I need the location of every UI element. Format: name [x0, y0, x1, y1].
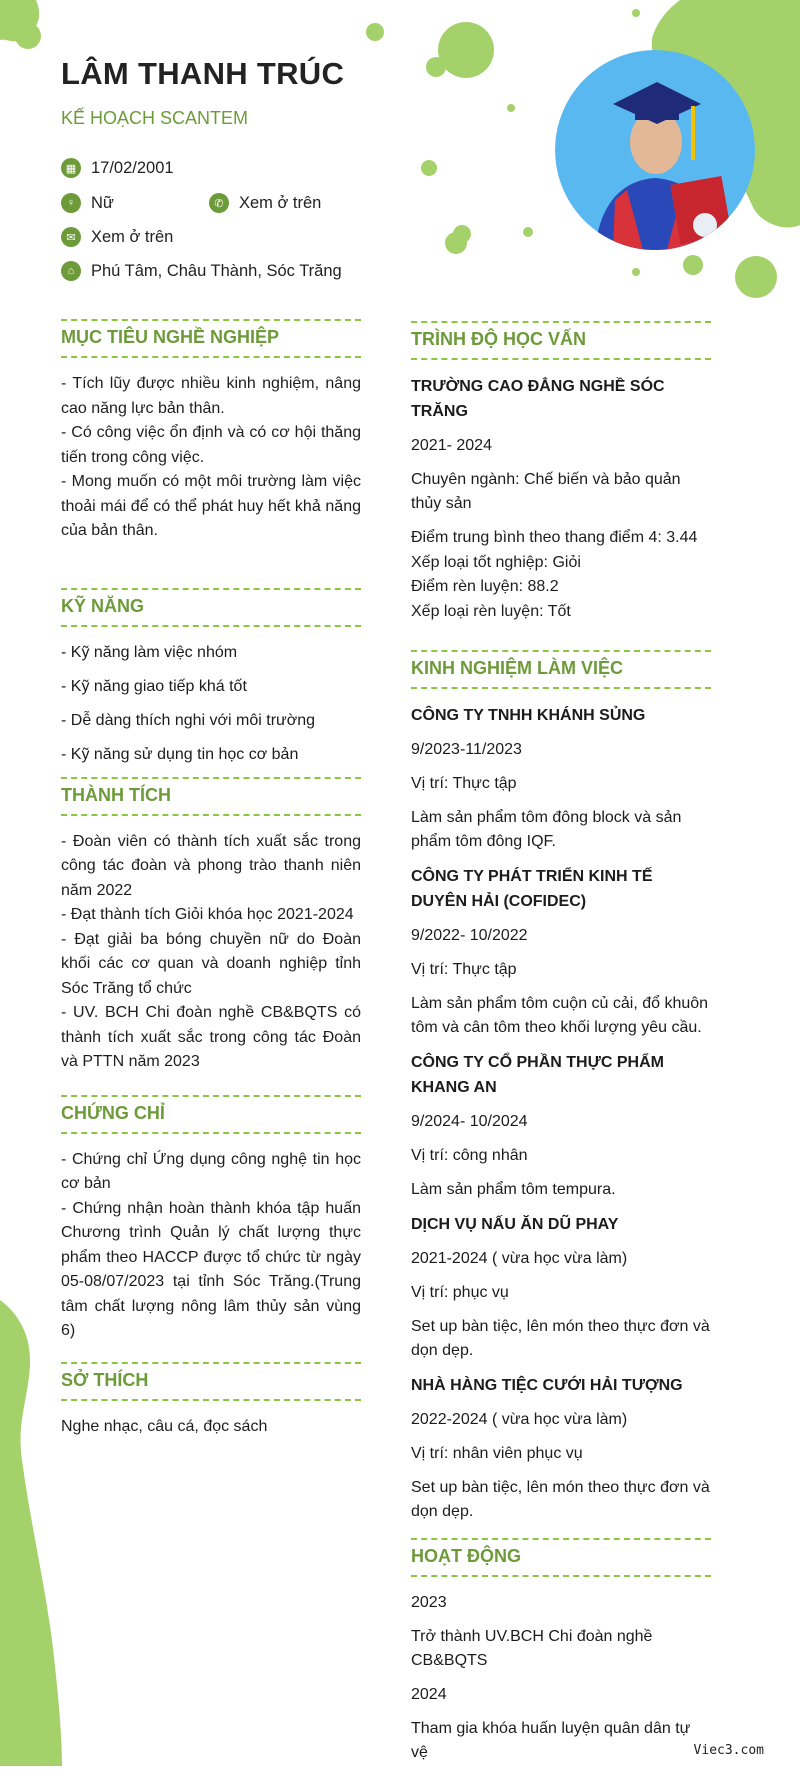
school-name: TRƯỜNG CAO ĐẲNG NGHỀ SÓC TRĂNG	[411, 378, 665, 420]
education-major: Chuyên ngành: Chế biến và bảo quản thủy sản	[411, 471, 681, 512]
job-description: Set up bàn tiệc, lên món theo thực đơn và dọn dẹp.	[411, 1318, 710, 1359]
job-period: 2022-2024 ( vừa học vừa làm)	[411, 1411, 628, 1428]
section-title: THÀNH TÍCH	[61, 777, 361, 816]
education-section	[411, 321, 711, 624]
job-entry	[411, 1050, 711, 1202]
education-detail: Điểm trung bình theo thang điểm 4: 3.44	[411, 529, 698, 546]
activity-text: Trở thành UV.BCH Chi đoàn nghề CB&BQTS	[411, 1628, 653, 1669]
hobbies-section	[61, 1362, 361, 1440]
section-title: TRÌNH ĐỘ HỌC VẤN	[411, 321, 711, 360]
activity-text: Tham gia khóa huấn luyện quân dân tự vệ	[411, 1720, 691, 1761]
job-entry	[411, 864, 711, 1040]
skill-item: - Kỹ năng làm việc nhóm	[61, 643, 238, 661]
certificate-line: - Chứng nhận hoàn thành khóa tập huấn Chương trình Quản lý chất lượng thực phẩm theo HACCP được tổ chức từ ngày 05-08/07/2023 tại tỉnh Sóc Trăng.(Trung tâm chất lượng nông lâm thủy sản vùng 6)	[61, 1199, 361, 1339]
job-description: Làm sản phẩm tôm đông block và sản phẩm tôm đông IQF.	[411, 809, 682, 850]
section-title: KỸ NĂNG	[61, 588, 361, 627]
left-column	[61, 319, 361, 1439]
job-entry	[411, 703, 711, 854]
job-period: 9/2022- 10/2022	[411, 927, 528, 944]
phone-icon: ✆	[209, 193, 229, 213]
job-entry	[411, 1373, 711, 1524]
calendar-icon: ▦	[61, 158, 81, 178]
education-detail: Xếp loại rèn luyện: Tốt	[411, 602, 571, 620]
job-position: Vị trí: Thực tập	[411, 961, 517, 978]
activity-year: 2024	[411, 1686, 447, 1703]
section-title: CHỨNG CHỈ	[61, 1095, 361, 1134]
birthdate: 17/02/2001	[91, 158, 174, 177]
activity-year: 2023	[411, 1594, 447, 1611]
right-column	[411, 321, 711, 1775]
job-period: 9/2023-11/2023	[411, 741, 522, 758]
job-position: Vị trí: nhân viên phục vụ	[411, 1445, 583, 1462]
address-row	[61, 261, 342, 281]
subtitle: KẾ HOẠCH SCANTEM	[61, 108, 249, 128]
education-detail: Điểm rèn luyện: 88.2	[411, 578, 559, 595]
skill-item: - Kỹ năng giao tiếp khá tốt	[61, 677, 247, 695]
job-entry	[411, 1212, 711, 1363]
job-description: Set up bàn tiệc, lên món theo thực đơn và dọn dẹp.	[411, 1479, 710, 1520]
achievement-line: - Đoàn viên có thành tích xuất sắc trong công tác đoàn và phong trào thanh niên năm 2022	[61, 832, 361, 899]
section-title: MỤC TIÊU NGHỀ NGHIỆP	[61, 319, 361, 358]
watermark: Viec3.com	[693, 1743, 764, 1758]
gender-row	[61, 193, 114, 213]
hobbies-text: Nghe nhạc, câu cá, đọc sách	[61, 1417, 268, 1435]
phone: Xem ở trên	[239, 193, 322, 212]
objective-line: - Có công việc ổn định và có cơ hội thăng tiến trong công việc.	[61, 424, 361, 466]
phone-row	[209, 193, 321, 213]
birthdate-row	[61, 158, 174, 178]
full-name: LÂM THANH TRÚC	[61, 56, 345, 91]
certificate-line: - Chứng chỉ Ứng dụng công nghệ tin học cơ bản	[61, 1150, 361, 1192]
graduate-photo-icon	[555, 50, 755, 250]
achievements-section	[61, 777, 361, 1075]
objective-section	[61, 319, 361, 544]
certificates-section	[61, 1095, 361, 1344]
job-company: NHÀ HÀNG TIỆC CƯỚI HẢI TƯỢNG	[411, 1377, 683, 1394]
email-icon: ✉	[61, 227, 81, 247]
job-description: Làm sản phẩm tôm cuộn củ cải, đổ khuôn tôm và cân tôm theo khối lượng yêu cầu.	[411, 995, 709, 1036]
job-company: CÔNG TY PHÁT TRIỂN KINH TẾ DUYÊN HẢI (COFIDEC)	[411, 868, 653, 910]
objective-line: - Tích lũy được nhiều kinh nghiệm, nâng cao năng lực bản thân.	[61, 375, 361, 417]
objective-line: - Mong muốn có một môi trường làm việc thoải mái để có thể phát huy hết khả năng của bản thân.	[61, 473, 361, 539]
home-icon: ⌂	[61, 261, 81, 281]
job-company: CÔNG TY TNHH KHÁNH SỦNG	[411, 707, 646, 724]
profile-photo	[555, 50, 755, 250]
job-company: DỊCH VỤ NẤU ĂN DŨ PHAY	[411, 1216, 619, 1233]
job-position: Vị trí: phục vụ	[411, 1284, 509, 1301]
skills-section	[61, 588, 361, 767]
job-company: CÔNG TY CỔ PHẦN THỰC PHẨM KHANG AN	[411, 1054, 664, 1096]
email-row	[61, 227, 173, 247]
job-position: Vị trí: Thực tập	[411, 775, 517, 792]
address: Phú Tâm, Châu Thành, Sóc Trăng	[91, 261, 342, 280]
achievement-line: - Đạt giải ba bóng chuyền nữ do Đoàn khối các cơ quan và doanh nghiệp tỉnh Sóc Trăng tổ chức	[61, 930, 361, 997]
achievement-line: - Đạt thành tích Giỏi khóa học 2021-2024	[61, 906, 354, 923]
gender-icon: ♀	[61, 193, 81, 213]
section-title: KINH NGHIỆM LÀM VIỆC	[411, 650, 711, 689]
job-description: Làm sản phẩm tôm tempura.	[411, 1181, 616, 1198]
job-period: 9/2024- 10/2024	[411, 1113, 528, 1130]
activities-section	[411, 1538, 711, 1765]
achievement-line: - UV. BCH Chi đoàn nghề CB&BQTS có thành tích xuất sắc trong công tác Đoàn và PTTN năm 2023	[61, 1004, 361, 1070]
skill-item: - Kỹ năng sử dụng tin học cơ bản	[61, 745, 299, 763]
education-period: 2021- 2024	[411, 437, 492, 454]
education-detail: Xếp loại tốt nghiệp: Giỏi	[411, 553, 581, 571]
experience-section	[411, 650, 711, 1524]
section-title: SỞ THÍCH	[61, 1362, 361, 1401]
job-position: Vị trí: công nhân	[411, 1147, 528, 1164]
skill-item: - Dễ dàng thích nghi với môi trường	[61, 711, 316, 729]
gender: Nữ	[91, 193, 114, 212]
email: Xem ở trên	[91, 227, 174, 246]
job-period: 2021-2024 ( vừa học vừa làm)	[411, 1250, 628, 1267]
section-title: HOẠT ĐỘNG	[411, 1538, 711, 1577]
